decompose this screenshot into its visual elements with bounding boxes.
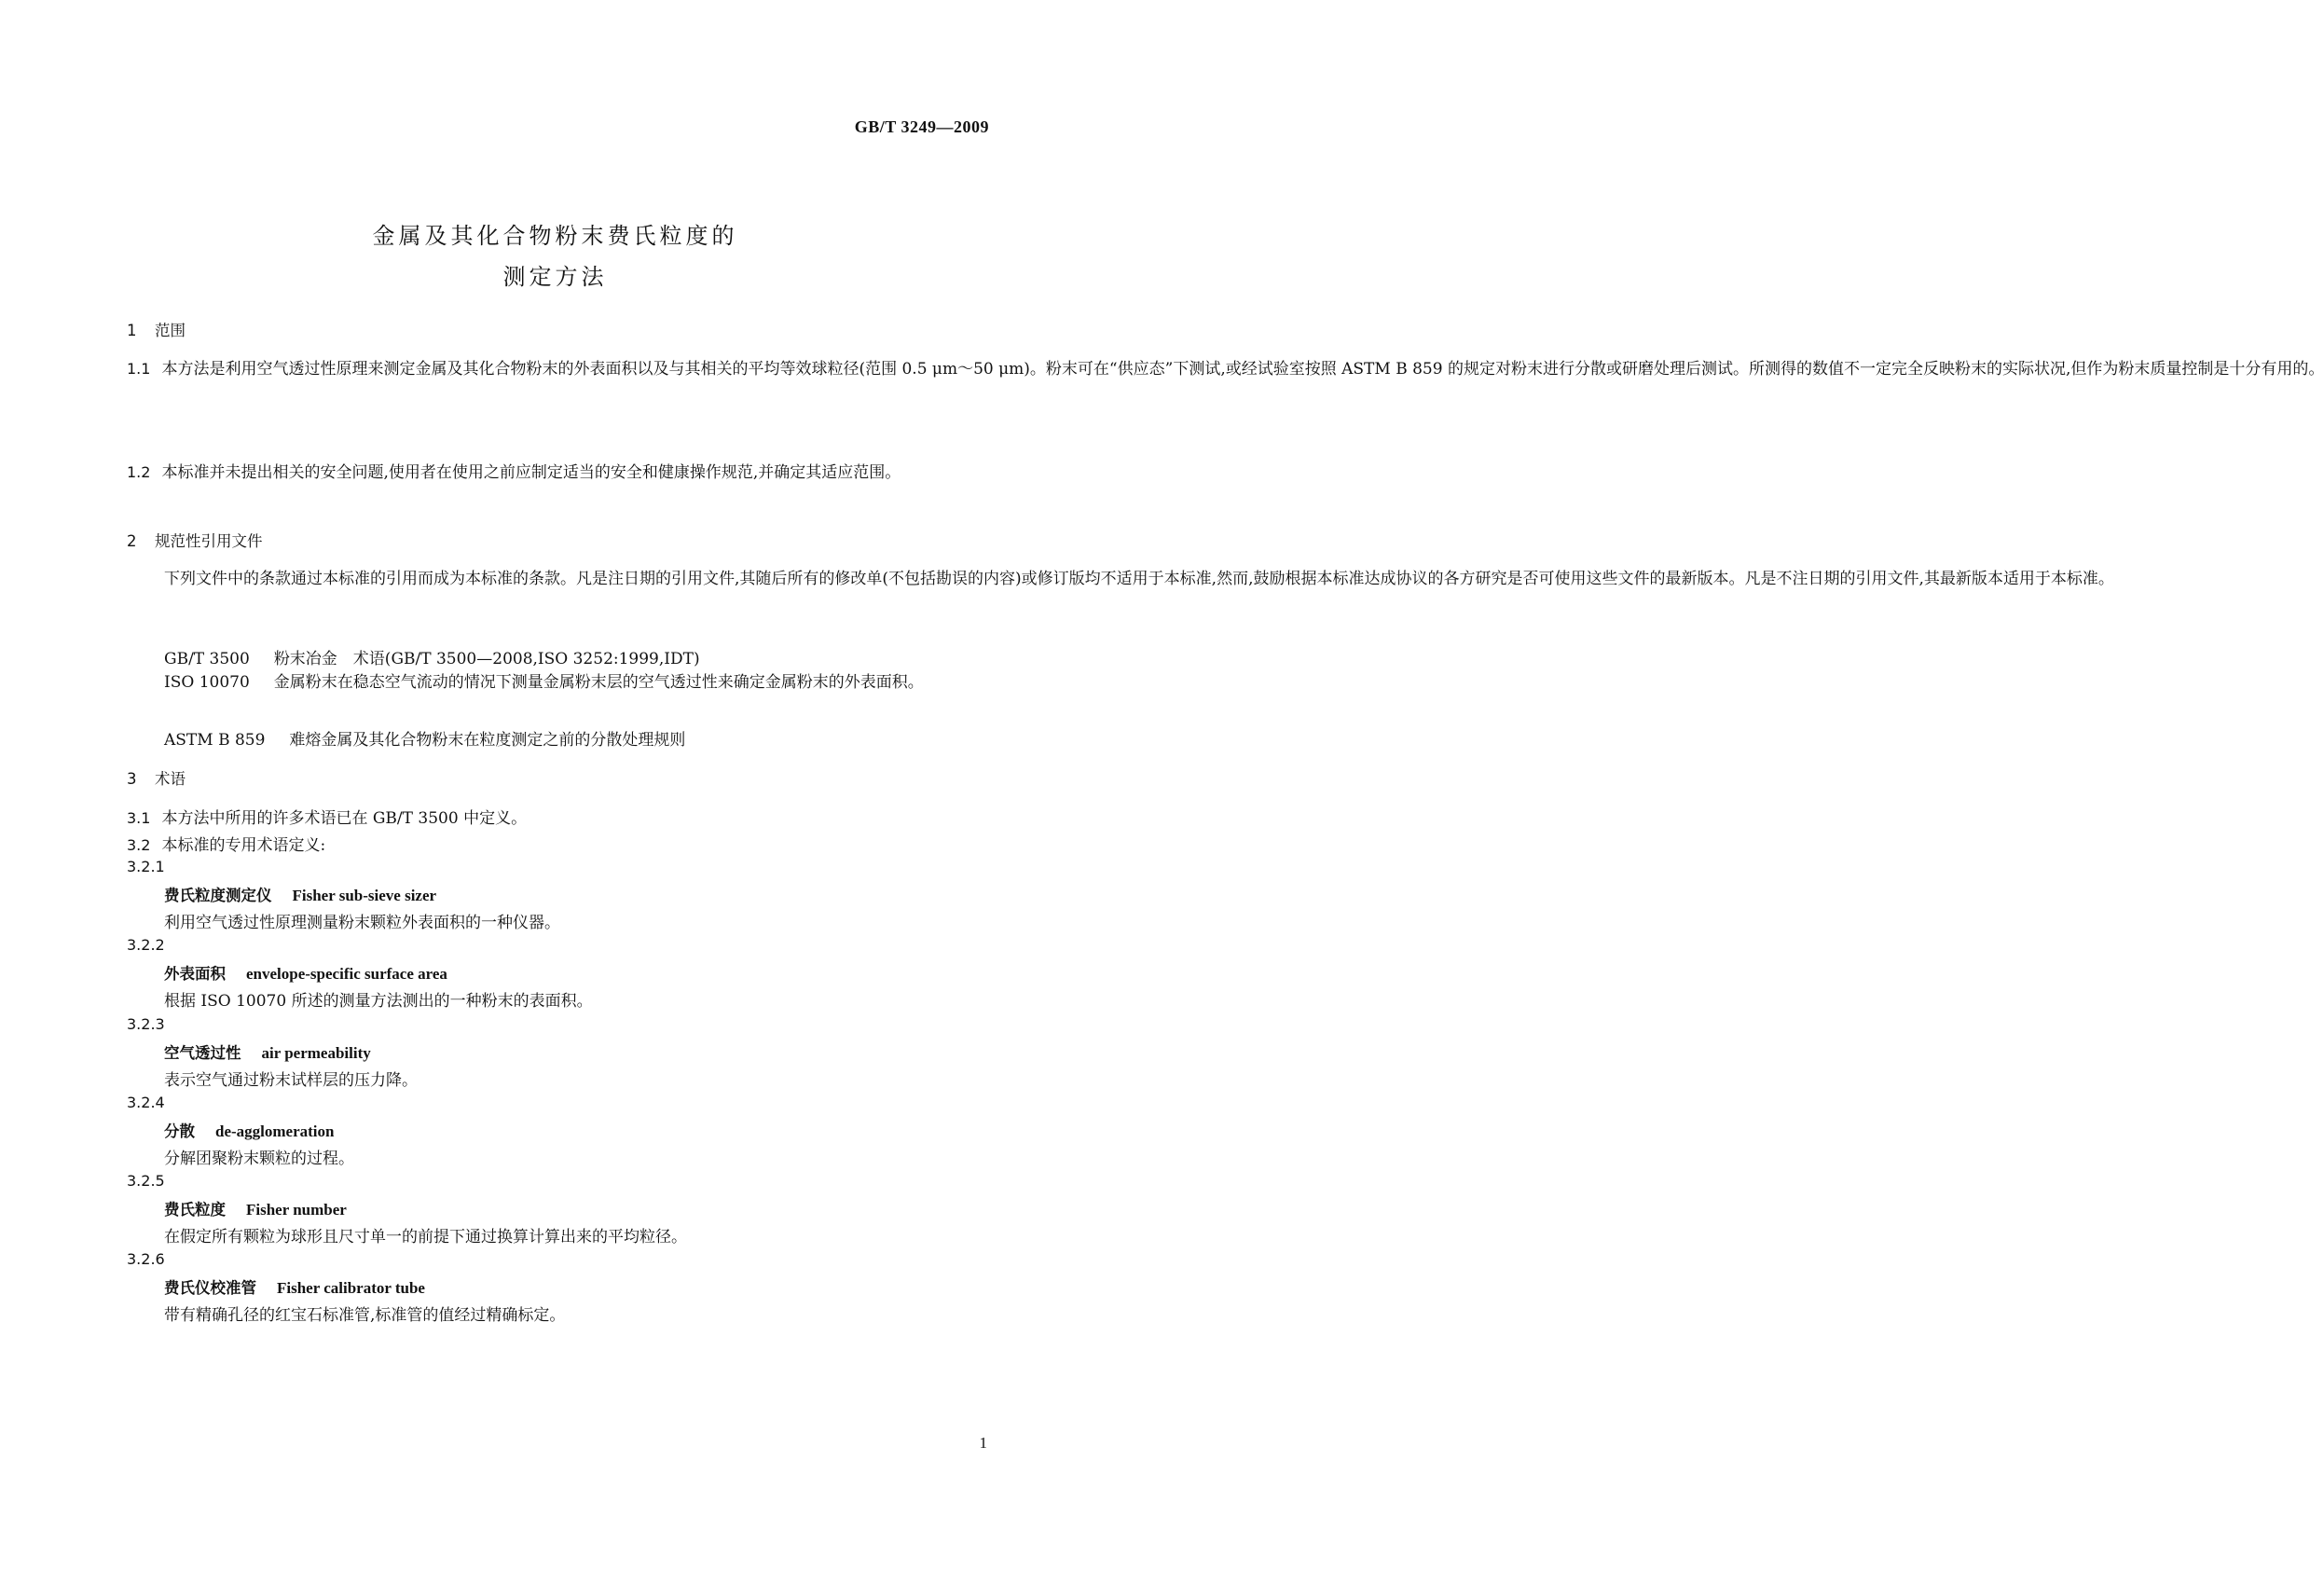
- reference-title: 粉末冶金 术语(GB/T 3500—2008,ISO 3252:1999,IDT): [273, 650, 700, 668]
- term-heading: [164, 1275, 425, 1298]
- term-heading: [164, 961, 447, 984]
- clause-number: 3.2: [127, 836, 151, 854]
- term-number: 3.2.3: [127, 1015, 165, 1033]
- term-chinese: 外表面积: [164, 965, 226, 983]
- clause-number: 1.2: [127, 463, 151, 481]
- clause-3-1: [127, 805, 527, 828]
- document-title-line2: 测定方法: [502, 264, 608, 290]
- section-heading-normative-references: [127, 529, 263, 551]
- reference-title: 金属粉末在稳态空气流动的情况下测量金属粉末层的空气透过性来确定金属粉末的外表面积。: [273, 673, 924, 692]
- term-number: 3.2.6: [127, 1250, 165, 1268]
- clause-3-2: [127, 832, 325, 855]
- term-number: 3.2.2: [127, 936, 165, 954]
- term-english: envelope-specific surface area: [246, 965, 447, 983]
- references-intro: 下列文件中的条款通过本标准的引用而成为本标准的条款。凡是注日期的引用文件,其随后所有的修改单(不包括勘误的内容)或修订版均不适用于本标准,然而,鼓励根据本标准达成协议的各方研究是否可使用这些文件的最新版本。凡是不注日期的引用文件,其最新版本适用于本标准。: [164, 570, 2114, 588]
- term-chinese: 费氏粒度测定仪: [164, 887, 272, 904]
- term-chinese: 分散: [164, 1122, 195, 1140]
- reference-title: 难熔金属及其化合物粉末在粒度测定之前的分散处理规则: [289, 731, 686, 750]
- section-number: 1: [127, 322, 137, 339]
- term-definition: 在假定所有颗粒为球形且尺寸单一的前提下通过换算计算出来的平均粒径。: [164, 1228, 687, 1246]
- reference-iso10070: [127, 668, 988, 697]
- reference-gbt3500: [164, 645, 700, 668]
- term-definition: 带有精确孔径的红宝石标准管,标准管的值经过精确标定。: [164, 1306, 566, 1325]
- section-title: 规范性引用文件: [155, 532, 263, 550]
- clause-text: 本标准的专用术语定义:: [161, 836, 326, 855]
- term-definition: 根据 ISO 10070 所述的测量方法测出的一种粉末的表面积。: [164, 992, 593, 1011]
- document-title-line1: 金属及其化合物粉末费氏粒度的: [372, 223, 738, 249]
- section-title: 术语: [155, 770, 186, 788]
- clause-1-1: [127, 354, 2324, 384]
- section-number: 3: [127, 770, 137, 788]
- term-english: Fisher sub-sieve sizer: [292, 887, 437, 904]
- term-definition: 利用空气透过性原理测量粉末颗粒外表面积的一种仪器。: [164, 914, 560, 932]
- term-heading: [164, 1197, 347, 1219]
- term-heading: [164, 1040, 371, 1063]
- term-number: 3.2.4: [127, 1094, 165, 1111]
- reference-astm-b859: [164, 726, 685, 750]
- term-chinese: 空气透过性: [164, 1044, 241, 1062]
- term-number: 3.2.1: [127, 858, 165, 875]
- term-heading: [164, 1119, 334, 1141]
- clause-text: 本标准并未提出相关的安全问题,使用者在使用之前应制定适当的安全和健康操作规范,并确定其适应范围。: [161, 463, 901, 482]
- term-english: de-agglomeration: [215, 1122, 335, 1140]
- clause-1-2: [127, 458, 988, 488]
- clause-text: 本方法是利用空气透过性原理来测定金属及其化合物粉末的外表面积以及与其相关的平均等效球粒径(范围 0.5 μm～50 μm)。粉末可在“供应态”下测试,或经试验室按照 ASTM B 859 的规定对粉末进行分散或研磨处理后测试。所测得的数值不一定完全反映粉末的实际状况,但作为粉末质量控制是十分有用的。: [161, 360, 2324, 379]
- section-number: 2: [127, 532, 137, 550]
- term-chinese: 费氏仪校准管: [164, 1279, 256, 1297]
- section-heading-scope: [127, 318, 186, 340]
- reference-code: ASTM B 859: [164, 731, 266, 750]
- term-chinese: 费氏粒度: [164, 1201, 226, 1219]
- term-definition: 分解团聚粉末颗粒的过程。: [164, 1150, 354, 1168]
- page-number: 1: [979, 1434, 987, 1452]
- term-english: air permeability: [261, 1044, 371, 1062]
- term-number: 3.2.5: [127, 1172, 165, 1190]
- section-heading-terms: [127, 766, 186, 789]
- term-heading: [164, 883, 436, 905]
- term-definition: 表示空气通过粉末试样层的压力降。: [164, 1071, 418, 1090]
- term-english: Fisher number: [246, 1201, 347, 1219]
- clause-number: 1.1: [127, 360, 151, 378]
- reference-code: GB/T 3500: [164, 650, 250, 668]
- standard-number: GB/T 3249—2009: [854, 117, 989, 136]
- term-english: Fisher calibrator tube: [277, 1279, 425, 1297]
- clause-number: 3.1: [127, 809, 151, 827]
- section-title: 范围: [155, 322, 186, 339]
- clause-text: 本方法中所用的许多术语已在 GB/T 3500 中定义。: [161, 809, 528, 828]
- reference-code: ISO 10070: [164, 673, 250, 692]
